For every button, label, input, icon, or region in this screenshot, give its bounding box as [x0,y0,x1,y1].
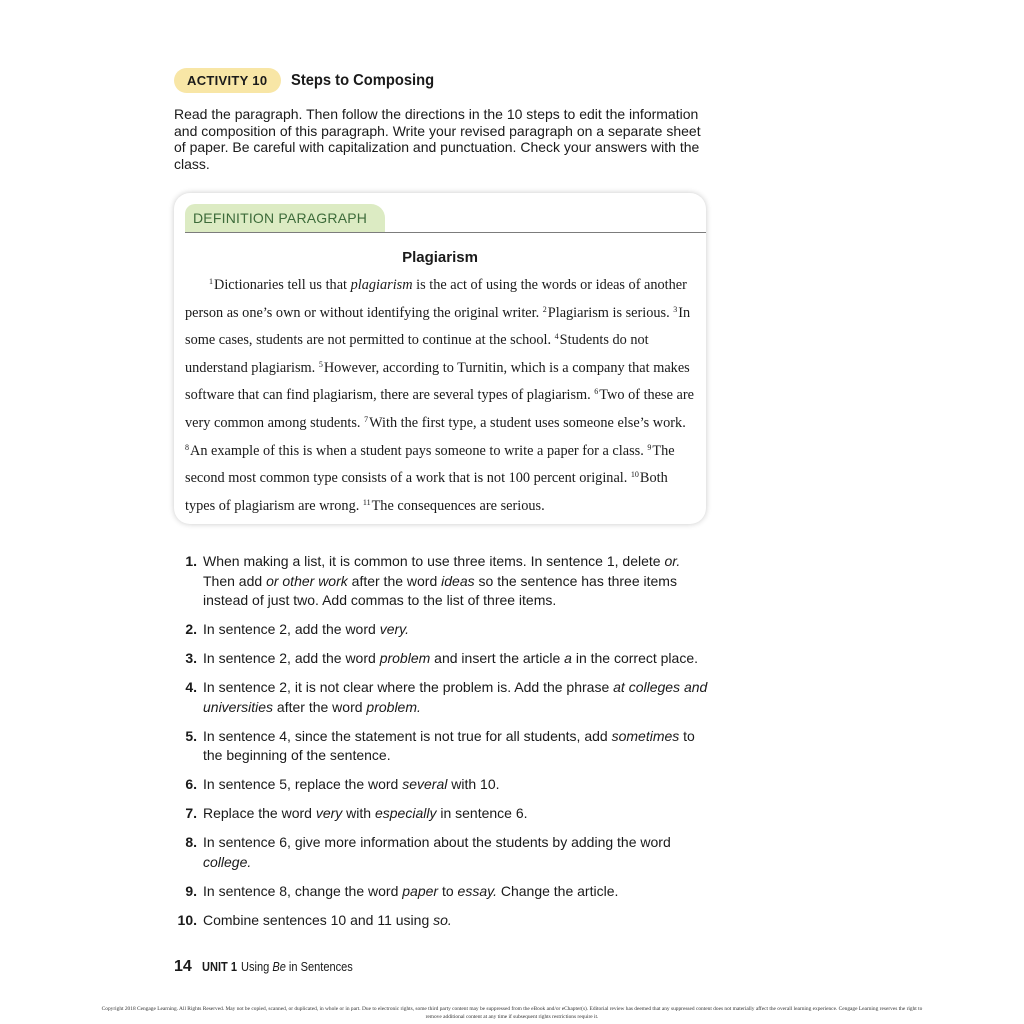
definition-paragraph-box [174,193,706,524]
sentence-number: 7 [364,414,369,424]
sentence-number: 5 [318,359,323,369]
text-run: When making a list, it is common to use three items. In sentence 1, delete [203,553,665,569]
sentence-7 [364,415,686,431]
sentence-number: 8 [185,442,189,452]
text-run: Dictionaries tell us that [214,277,351,293]
text-run: In sentence 2, add the word [203,621,380,637]
italic-text: very [315,805,343,821]
italic-text: problem [379,650,431,666]
sentence-2 [543,305,670,321]
text-run: in the correct place. [571,650,698,666]
text-run: In sentence 2, it is not clear where the problem is. Add the phrase [203,679,614,695]
step-number: 4. [185,679,197,695]
unit-title [241,959,353,974]
step-text [203,552,714,611]
step-item [174,833,714,872]
text-run: to the beginning of the sentence. [203,727,695,763]
paragraph-title: Plagiarism [402,249,478,266]
text-run: In sentence 2, add the word [203,650,380,666]
unit-title-prefix: Using [240,959,273,974]
step-item [174,552,714,611]
text-run: The consequences are serious. [371,497,545,514]
unit-title-suffix: in Sentences [285,959,353,974]
text-run: In sentence 4, since the statement is not true for all students, add [203,727,612,744]
text-run: after the word [347,572,442,589]
activity-header [174,68,447,93]
activity-instructions: Read the paragraph. Then follow the directions in the 10 steps to edit the information and composition of this paragraph. Write your revised paragraph on a separate sheet of paper. Be careful with capitalization and punctuation. Check your answers with the class. [174,106,701,172]
italic-text: plagiarism [350,277,413,293]
copyright-notice: Copyright 2018 Cengage Learning. All Rights Reserved. May not be copied, scanned, or duplicated, in whole or in part. Due to electronic rights, some third party content may be suppressed from the eBook and/or eChapter(s). Editorial review has deemed that any suppressed content does not materially affect the overall learning experience. Cengage Learning reserves the right to remove additional content at any time if subsequent rights restrictions require it. [101,1006,923,1020]
step-item [174,804,714,824]
italic-text: sometimes [611,727,680,744]
sentence-number: 1 [209,277,213,286]
sentence-8 [185,443,644,459]
step-text [203,833,714,872]
italic-text: college. [203,853,252,870]
sentence-11 [363,498,545,514]
unit-label: UNIT 1 [201,959,237,974]
text-run: Combine sentences 10 and 11 using [203,911,434,928]
step-item [174,727,714,766]
italic-text: very. [379,621,409,637]
text-run: Change the article. [496,882,619,899]
text-run: However, according to Turnitin, which is a company that makes software that can find plagiarism, there are several types of plagiarism. [185,359,690,404]
sentence-number: 11 [362,497,371,507]
step-text [203,649,698,669]
step-item [174,882,714,902]
italic-text: so. [433,911,452,928]
text-run: and insert the article [430,650,565,666]
step-text [203,727,714,766]
text-run: Replace the word [203,805,316,821]
step-text [203,911,452,931]
italic-text: ideas [441,572,475,589]
text-run: is the act of using the words or ideas of another person as one’s own or without identifying the original writer. [185,277,687,321]
text-run: so the sentence has three items instead of just two. Add commas to the list of three items. [203,572,677,608]
step-number: 1. [185,553,197,569]
page-number: 14 [174,958,192,975]
text-run: Two of these are very common among students. [185,387,694,431]
italic-text: at colleges and universities [203,679,708,715]
text-run: Then add [203,572,267,589]
definition-paragraph-tab: DEFINITION PARAGRAPH [185,204,385,232]
text-run: after the word [273,698,367,715]
text-run: In sentence 6, give more information about the students by adding the word [203,834,671,850]
step-number: 8. [185,834,197,850]
italic-text: several [402,776,448,792]
text-run: Both types of plagiarism are wrong. [185,470,668,514]
text-run: Plagiarism is serious. [547,304,670,321]
text-run: The second most common type consists of a work that is not 100 percent original. [185,442,675,487]
tab-divider-line [185,232,706,233]
text-run: In some cases, students are not permitted to continue at the school. [185,304,691,349]
step-text [203,804,528,824]
italic-text: essay. [457,882,497,899]
step-text [203,775,500,795]
step-text [203,620,409,640]
step-item [174,649,714,669]
step-number: 2. [185,621,197,637]
step-item [174,911,714,931]
text-run: With the first type, a student uses someone else’s work. [369,414,686,431]
text-run: Students do not understand plagiarism. [185,332,649,376]
steps-list [174,552,714,940]
text-run: In sentence 8, change the word [203,882,403,899]
italic-text: especially [374,805,437,821]
step-number: 7. [185,805,197,821]
italic-text: or. [664,553,681,569]
step-text [203,678,714,717]
sentence-number: 4 [554,332,559,342]
text-run: to [438,882,458,899]
italic-text: a [564,650,572,666]
activity-badge: ACTIVITY 10 [174,68,281,93]
text-run: In sentence 5, replace the word [203,776,403,792]
step-number: 6. [185,776,197,792]
step-number: 9. [185,882,197,899]
text-run: with 10. [447,776,500,792]
step-item [174,620,714,640]
text-run: in sentence 6. [436,805,528,821]
step-number: 3. [185,650,197,666]
text-run: with [342,805,375,821]
activity-title: Steps to Composing [291,71,435,89]
sentence-number: 2 [542,304,547,314]
sentence-number: 6 [594,387,599,397]
italic-text: problem. [366,698,421,715]
step-number: 10. [177,911,197,928]
page-footer [174,958,373,976]
text-run: An example of this is when a student pays someone to write a paper for a class. [190,442,644,459]
italic-text: or other work [266,572,348,589]
sentence-number: 10 [630,470,639,480]
sentence-number: 9 [647,442,652,452]
step-number: 5. [185,727,197,744]
step-text [203,882,618,902]
unit-title-italic: Be [272,959,286,974]
step-item [174,775,714,795]
sentence-number: 3 [673,304,678,314]
step-item [174,678,714,717]
paragraph-body [185,272,697,520]
italic-text: paper [402,882,439,899]
